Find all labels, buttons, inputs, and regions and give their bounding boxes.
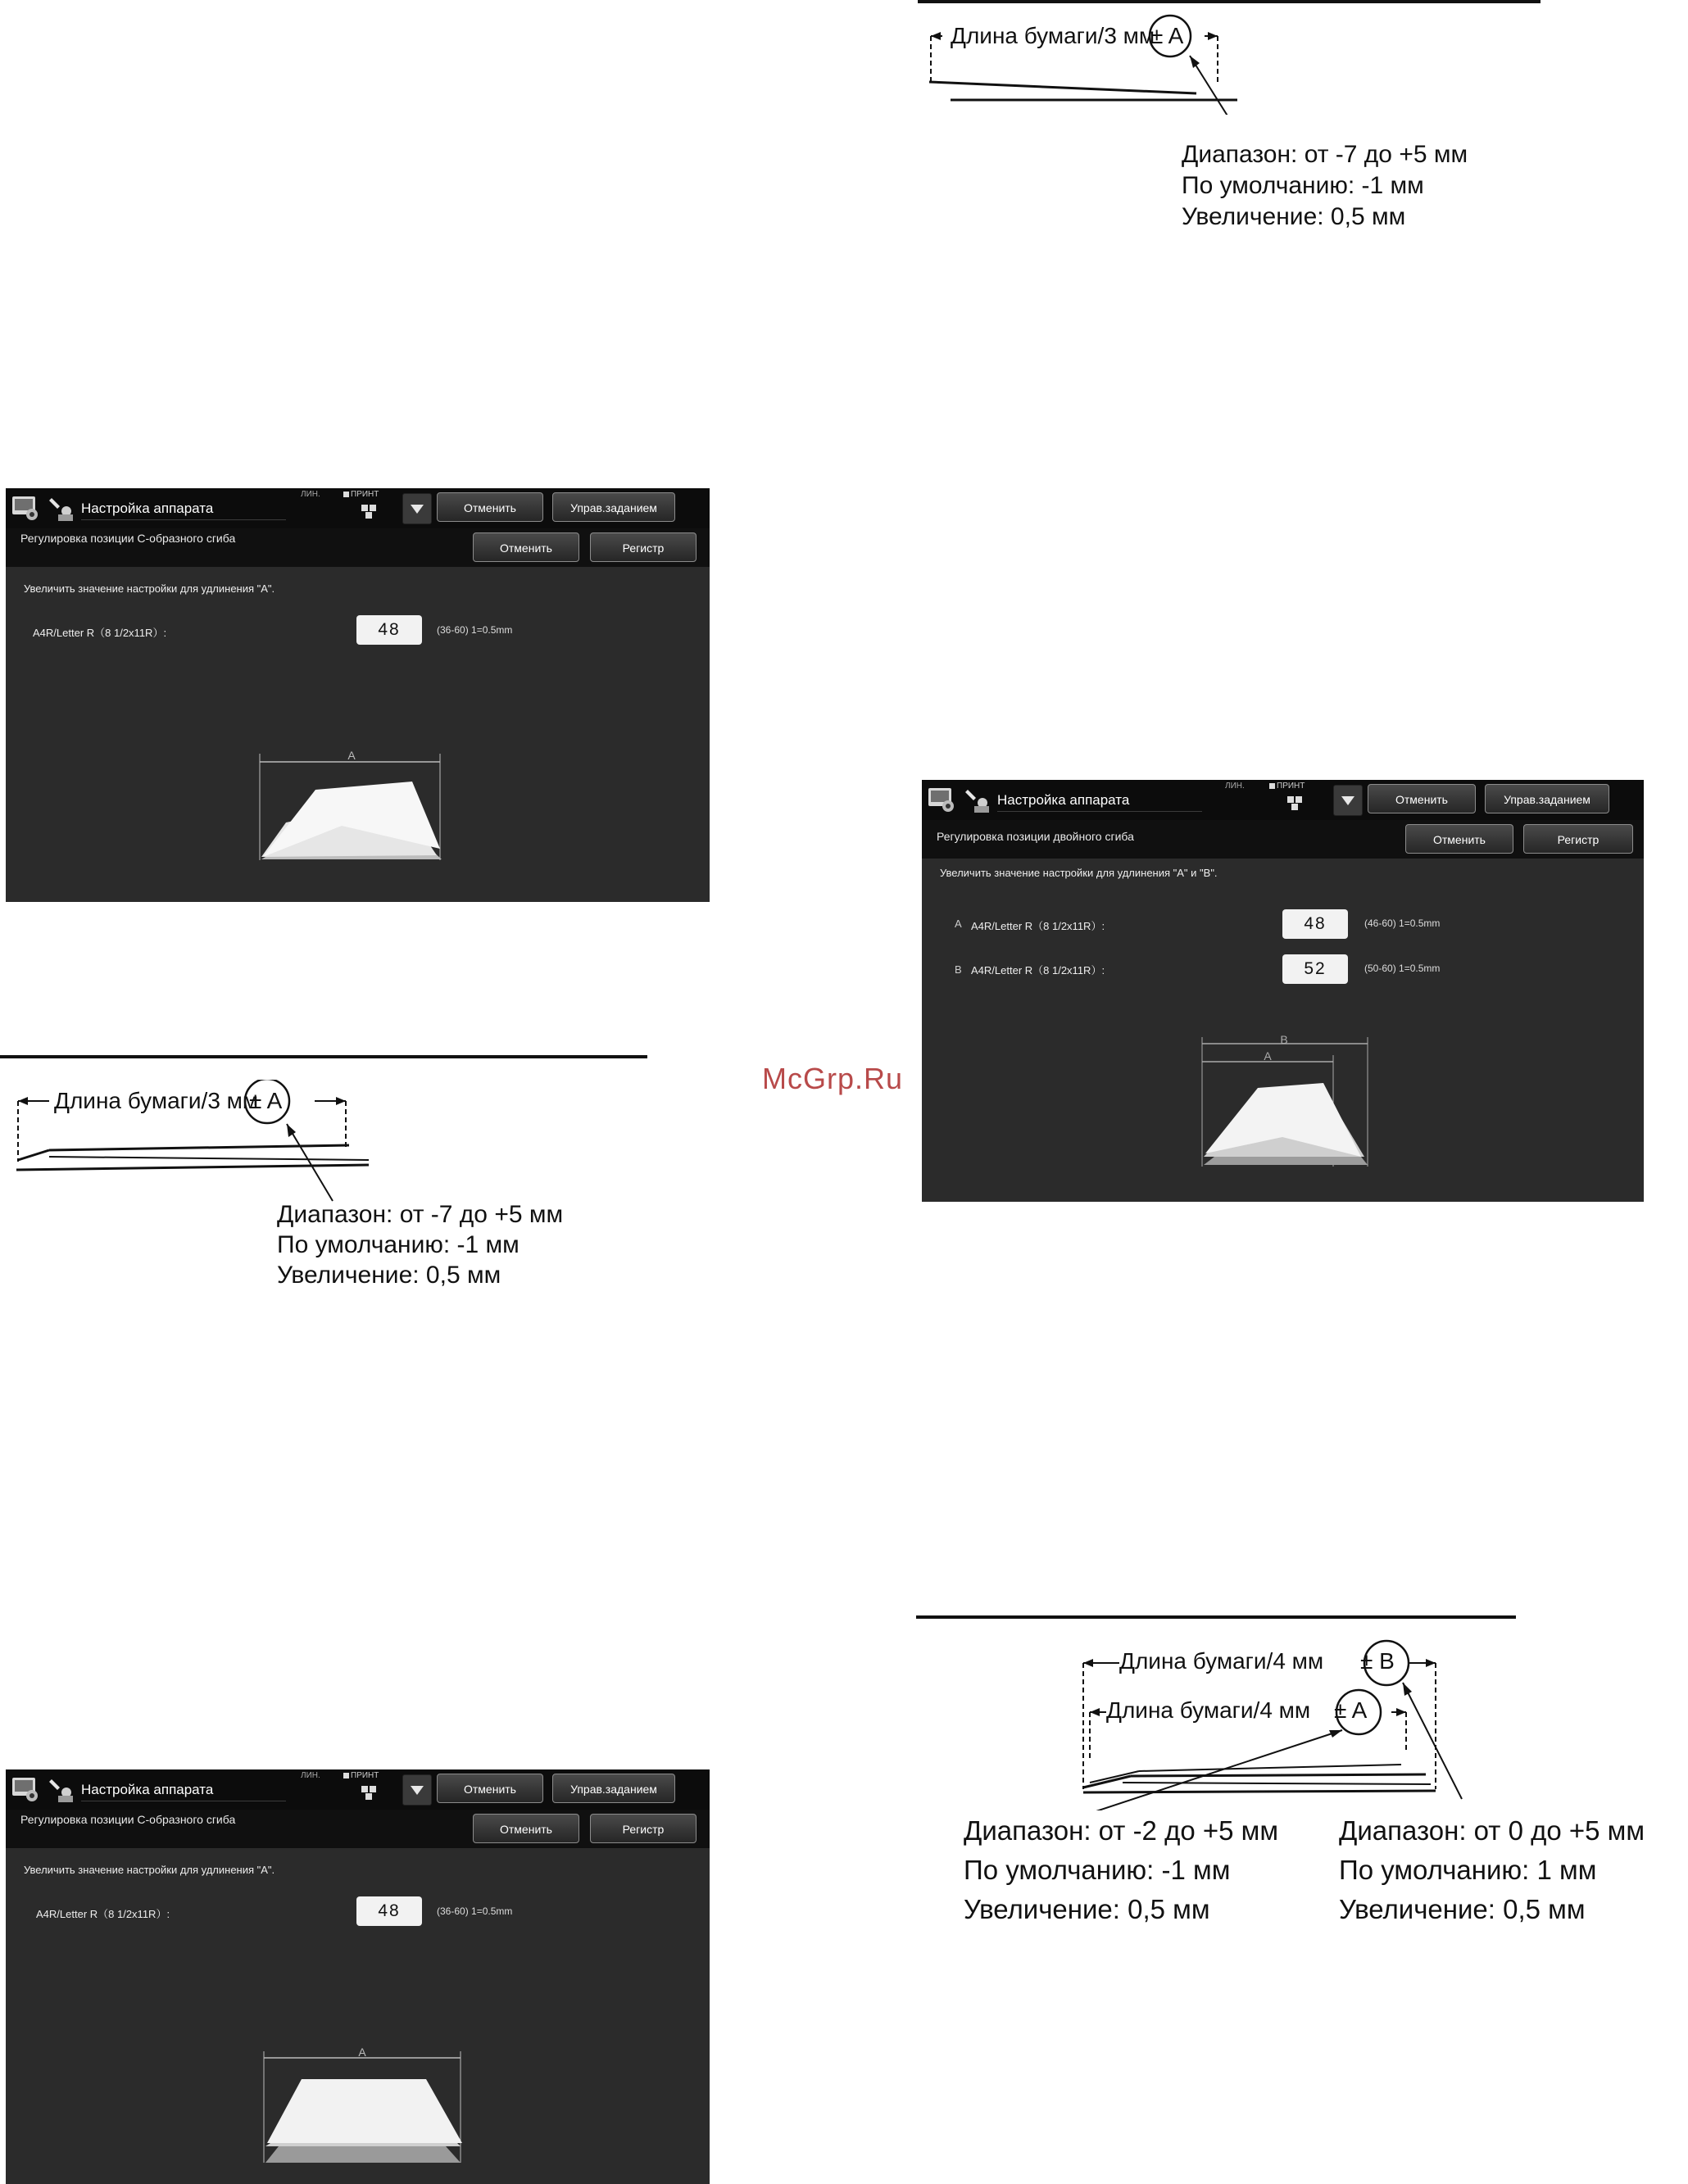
paper-length-label: Длина бумаги/3 мм (951, 23, 1155, 48)
print-square-icon (1269, 783, 1275, 789)
cancel-button[interactable]: Отменить (1405, 824, 1513, 854)
app-title: Настройка аппарата (81, 498, 286, 520)
app-title: Настройка аппарата (997, 790, 1202, 812)
paper-size-label-b: A4R/Letter R（8 1/2x11R）: (971, 964, 1105, 976)
circle-label-a: ± A (1150, 23, 1184, 48)
dim-label-b: B (1280, 1034, 1288, 1046)
job-control-button[interactable]: Управ.заданием (552, 492, 675, 522)
default-line: По умолчанию: -1 мм (277, 1231, 520, 1258)
range-text-a: (46-60) 1=0.5mm (1364, 918, 1441, 929)
dropdown-button[interactable] (1333, 785, 1363, 816)
page-title: Регулировка позиции С-образного сгиба (20, 1813, 236, 1826)
page-title: Регулировка позиции С-образного сгиба (20, 532, 236, 545)
default-line-a: По умолчанию: -1 мм (964, 1855, 1231, 1885)
cancel-button[interactable]: Отменить (473, 1814, 579, 1843)
value-input-b[interactable]: 52 (1282, 954, 1348, 984)
instruction-text: Увеличить значение настройки для удлинения "A". (24, 582, 275, 595)
mode-print-label: ПРИНТ (343, 490, 379, 499)
range-text: (36-60) 1=0.5mm (437, 624, 513, 636)
increment-line-a: Увеличение: 0,5 мм (964, 1894, 1210, 1924)
mode-print-label: ПРИНТ (343, 1771, 379, 1780)
circle-label-b: ± B (1360, 1648, 1395, 1674)
sub-bar (6, 1810, 710, 1848)
default-line: По умолчанию: -1 мм (1182, 172, 1424, 199)
settings-icon[interactable] (11, 493, 40, 523)
mode-line-label: ЛИН. (301, 490, 320, 499)
sub-bar (6, 528, 710, 567)
cancel-button[interactable]: Отменить (473, 532, 579, 562)
circle-label-a: ± A (1334, 1697, 1368, 1723)
screen-c-fold-2 (6, 1769, 710, 2184)
top-bar (922, 780, 1644, 820)
dim-label-a: A (347, 750, 356, 762)
paper-length-label: Длина бумаги/3 мм (54, 1088, 259, 1113)
watermark: McGrp.Ru (762, 1062, 904, 1095)
range-line: Диапазон: от -7 до +5 мм (1182, 141, 1468, 168)
page-title: Регулировка позиции двойного сгиба (937, 830, 1134, 843)
range-text-b: (50-60) 1=0.5mm (1364, 963, 1441, 974)
row-letter-a: A (955, 918, 962, 930)
paper-size-label-a: A4R/Letter R（8 1/2x11R）: (971, 920, 1105, 932)
value-input-a[interactable]: 48 (356, 615, 422, 645)
double-fold-illustration (1192, 1034, 1373, 1169)
divider-left-mid (0, 1055, 647, 1058)
mode-line-label: ЛИН. (301, 1771, 320, 1780)
row-letter-b: B (955, 963, 962, 976)
instruction-text: Увеличить значение настройки для удлинения "A". (24, 1864, 275, 1876)
mode-print-label: ПРИНТ (1269, 782, 1305, 791)
paper-size-label: A4R/Letter R（8 1/2x11R）: (36, 1908, 170, 1920)
wrench-user-icon (964, 785, 992, 814)
default-line-b: По умолчанию: 1 мм (1339, 1855, 1597, 1885)
register-button[interactable]: Регистр (1523, 824, 1633, 854)
settings-icon[interactable] (927, 785, 956, 814)
increment-line-b: Увеличение: 0,5 мм (1339, 1894, 1586, 1924)
mode-line-label: ЛИН. (1225, 782, 1245, 791)
job-control-button[interactable]: Управ.заданием (1485, 784, 1609, 813)
dropdown-button[interactable] (402, 1774, 432, 1806)
dim-label-a: A (358, 2048, 366, 2059)
dropdown-button[interactable] (402, 493, 432, 524)
print-square-icon (343, 1773, 349, 1778)
top-bar (6, 488, 710, 528)
divider-bottom-right (916, 1615, 1516, 1619)
tray-icon (361, 505, 378, 519)
register-button[interactable]: Регистр (590, 1814, 697, 1843)
cancel-top-button[interactable]: Отменить (437, 1774, 543, 1803)
paper-length-label-b: Длина бумаги/4 мм (1119, 1648, 1324, 1674)
settings-icon[interactable] (11, 1774, 40, 1804)
top-bar (6, 1769, 710, 1810)
screen-c-fold-1 (6, 488, 710, 902)
range-text: (36-60) 1=0.5mm (437, 1905, 513, 1917)
app-title: Настройка аппарата (81, 1779, 286, 1801)
c-fold-illustration (256, 2048, 469, 2171)
cancel-top-button[interactable]: Отменить (1368, 784, 1476, 813)
c-fold-illustration (252, 750, 456, 865)
instruction-text: Увеличить значение настройки для удлинения "A" и "B". (940, 867, 1218, 879)
divider-top-right (918, 0, 1541, 3)
paper-size-label: A4R/Letter R（8 1/2x11R）: (33, 627, 167, 639)
value-input-a[interactable]: 48 (1282, 909, 1348, 939)
job-control-button[interactable]: Управ.заданием (552, 1774, 675, 1803)
range-line: Диапазон: от -7 до +5 мм (277, 1201, 564, 1228)
paper-length-label-a: Длина бумаги/4 мм (1106, 1697, 1311, 1723)
circle-label-a: ± A (249, 1088, 283, 1113)
screen-double-fold (922, 780, 1644, 1202)
wrench-user-icon (48, 493, 76, 523)
increment-line: Увеличение: 0,5 мм (1182, 203, 1406, 230)
range-line-b: Диапазон: от 0 до +5 мм (1339, 1815, 1645, 1846)
dim-label-a: A (1264, 1049, 1272, 1063)
range-line-a: Диапазон: от -2 до +5 мм (964, 1815, 1279, 1846)
tray-icon (1287, 796, 1304, 811)
register-button[interactable]: Регистр (590, 532, 697, 562)
increment-line: Увеличение: 0,5 мм (277, 1262, 501, 1289)
print-square-icon (343, 492, 349, 497)
cancel-top-button[interactable]: Отменить (437, 492, 543, 522)
wrench-user-icon (48, 1774, 76, 1804)
tray-icon (361, 1786, 378, 1801)
sub-bar (922, 820, 1644, 859)
value-input-a[interactable]: 48 (356, 1896, 422, 1926)
